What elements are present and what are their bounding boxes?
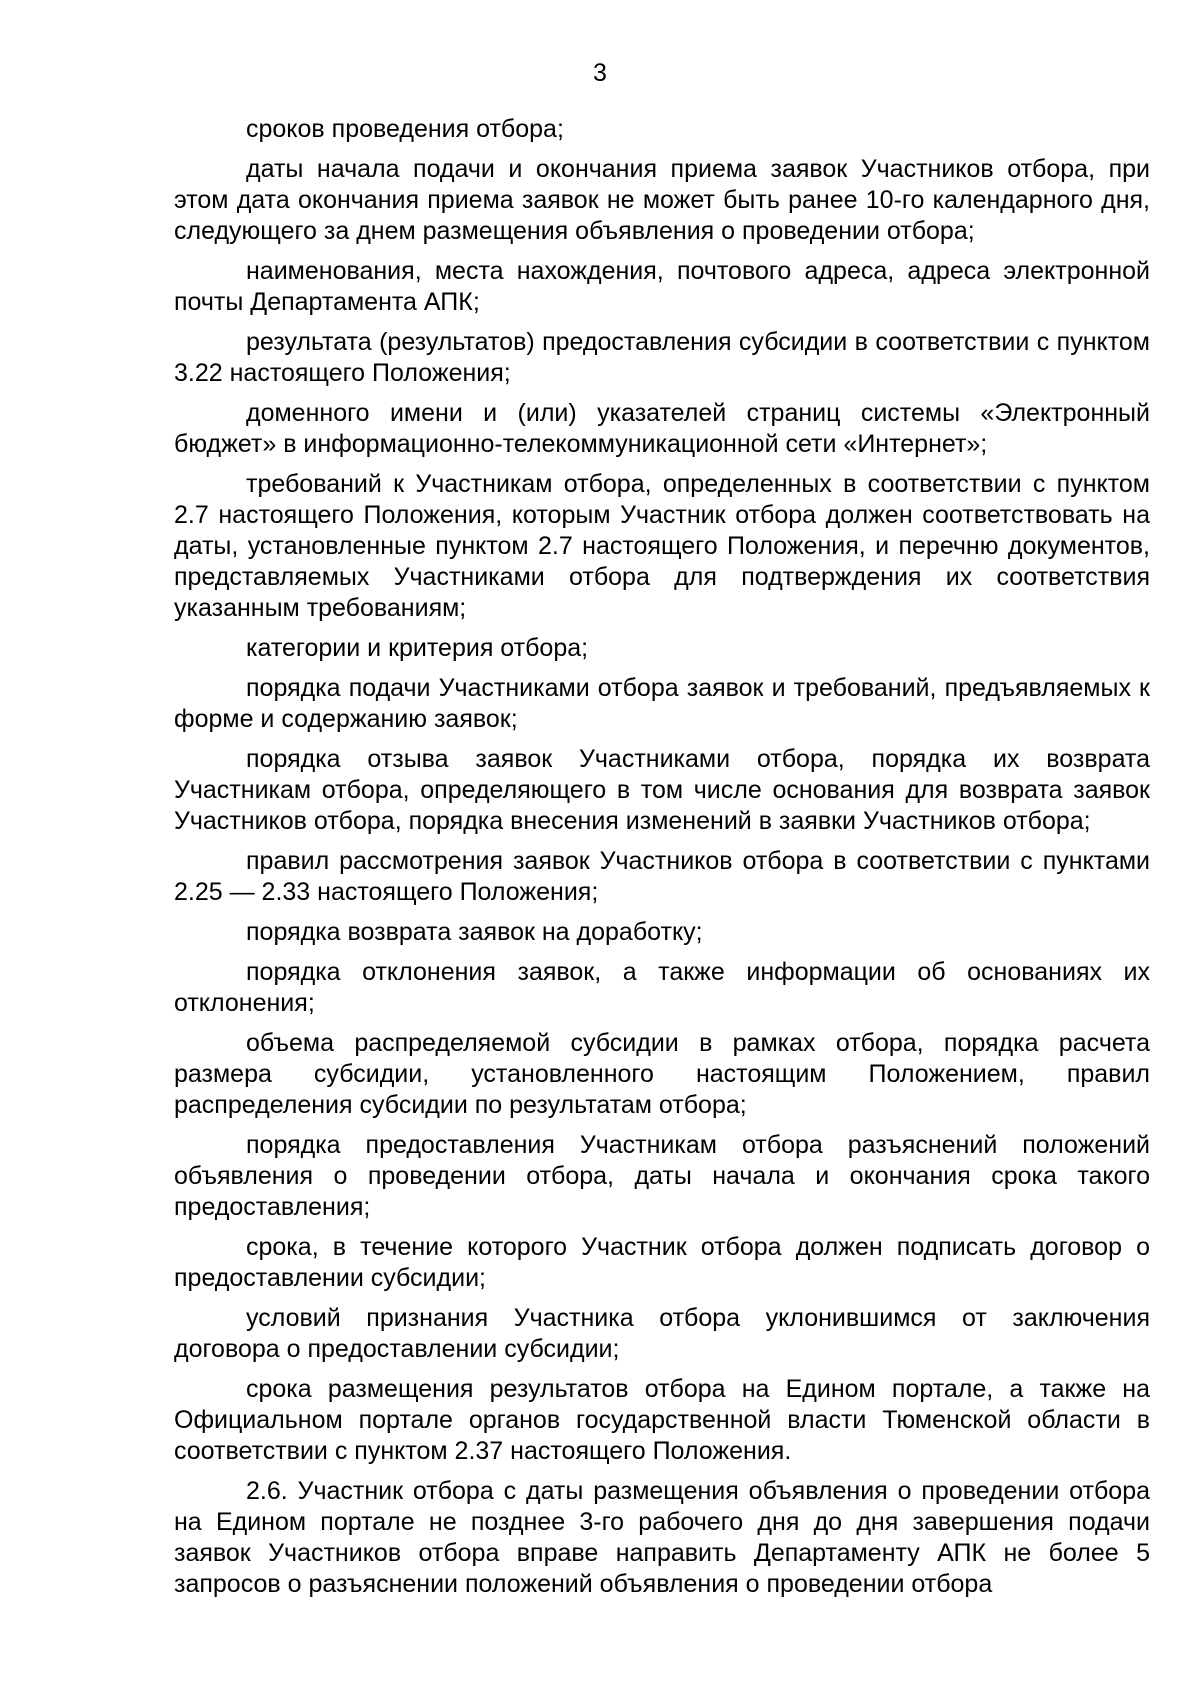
paragraph: условий признания Участника отбора уклонившимся от заключения договора о предоставлении субсидии; [174,1304,1150,1363]
paragraph: порядка возврата заявок на доработку; [246,918,703,946]
paragraph: срока размещения результатов отбора на Едином портале, а также на Официальном портале органов государственной власти Тюменской области в соответствии с пунктом 2.37 настоящего Положения. [174,1375,1150,1465]
paragraph: 2.6. Участник отбора с даты размещения объявления о проведении отбора на Едином портале не позднее 3-го рабочего дня до дня завершения подачи заявок Участников отбора вправе направить Департаменту АПК не более 5 запросов о разъяснении положений объявления о проведении отбора [174,1477,1150,1598]
paragraph: сроков проведения отбора; [246,115,564,143]
paragraph: порядка предоставления Участникам отбора разъяснений положений объявления о проведении отбора, даты начала и окончания срока такого предоставления; [174,1131,1150,1221]
paragraph: требований к Участникам отбора, определенных в соответствии с пунктом 2.7 настоящего Положения, которым Участник отбора должен соответствовать на даты, установленные пунктом 2.7 настоящего Положения, и перечню документов, представляемых Участниками отбора для подтверждения их соответствия указанным требованиям; [174,470,1150,622]
paragraph: срока, в течение которого Участник отбора должен подписать договор о предоставлении субсидии; [174,1233,1150,1292]
page-number: 3 [593,59,607,87]
paragraph: наименования, места нахождения, почтового адреса, адреса электронной почты Департамента АПК; [174,257,1150,316]
paragraph: результата (результатов) предоставления субсидии в соответствии с пунктом 3.22 настоящего Положения; [174,328,1150,387]
paragraph: порядка подачи Участниками отбора заявок и требований, предъявляемых к форме и содержанию заявок; [174,674,1150,733]
paragraph: правил рассмотрения заявок Участников отбора в соответствии с пунктами 2.25 — 2.33 настоящего Положения; [174,847,1150,906]
document-body [174,114,1150,1609]
paragraph: доменного имени и (или) указателей страниц системы «Электронный бюджет» в информационно-телекоммуникационной сети «Интернет»; [174,399,1150,458]
paragraph: порядка отзыва заявок Участниками отбора, порядка их возврата Участникам отбора, определяющего в том числе основания для возврата заявок Участников отбора, порядка внесения изменений в заявки Участников отбора; [174,745,1150,835]
paragraph: категории и критерия отбора; [246,634,589,662]
paragraph: порядка отклонения заявок, а также информации об основаниях их отклонения; [174,958,1150,1017]
paragraph: объема распределяемой субсидии в рамках отбора, порядка расчета размера субсидии, установленного настоящим Положением, правил распределения субсидии по результатам отбора; [174,1029,1150,1119]
paragraph: даты начала подачи и окончания приема заявок Участников отбора, при этом дата окончания приема заявок не может быть ранее 10-го календарного дня, следующего за днем размещения объявления о проведении отбора; [174,155,1150,245]
